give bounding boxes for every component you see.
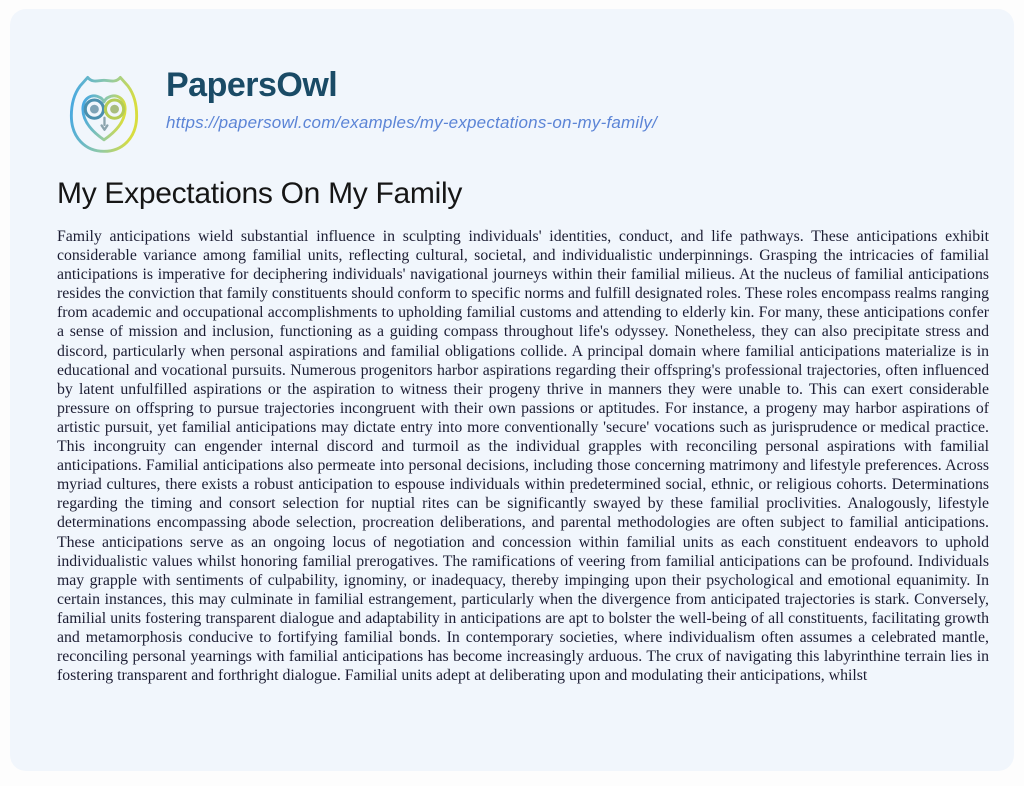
essay-body-paragraph: Family anticipations wield substantial influence in sculpting individuals' identities, conduct, and life pathways. These anticipations exhibit considerable variance among familial units, reflecting cultural, societal, and individualistic underpinnings. Grasping the intricacies of familial anticipations is imperative for deciphering individuals' navigational journeys within their familial milieus. At the nucleus of familial anticipations resides the conviction that family constituents should conform to specific norms and fulfill designated roles. These roles encompass realms ranging from academic and occupational accomplishments to upholding familial customs and attending to elderly kin. For many, these anticipations confer a sense of mission and inclusion, functioning as a guiding compass throughout life's odyssey. Nonetheless, they can also precipitate stress and discord, particularly when personal aspirations and familial obligations collide. A principal domain where familial anticipations materialize is in educational and vocational pursuits. Numerous progenitors harbor aspirations regarding their offspring's professional trajectories, often influenced by latent unfulfilled aspirations or the aspiration to witness their progeny thrive in manners they were unable to. This can exert considerable pressure on offspring to pursue trajectories incongruent with their own passions or aptitudes. For instance, a progeny may harbor aspirations of artistic pursuit, yet familial anticipations may dictate entry into more conventionally 'secure' vocations such as jurisprudence or medical practice. This incongruity can engender internal discord and turmoil as the individual grapples with reconciling personal aspirations with familial anticipations. Familial anticipations also permeate into personal decisions, including those concerning matrimony and lifestyle preferences. Across myriad cultures, there exists a robust anticipation to espouse individuals within predetermined social, ethnic, or religious cohorts. Determinations regarding the timing and consort selection for nuptial rites can be significantly swayed by these familial proclivities. Analogously, lifestyle determinations encompassing abode selection, procreation deliberations, and parental methodologies are often subject to familial anticipations. These anticipations serve as an ongoing locus of negotiation and concession within familial units as each constituent endeavors to uphold individualistic values whilst honoring familial prerogatives. The ramifications of veering from familial anticipations can be profound. Individuals may grapple with sentiments of culpability, ignominy, or inadequacy, thereby impinging upon their psychological and emotional equanimity. In certain instances, this may culminate in familial estrangement, particularly when the divergence from anticipated trajectories is stark. Conversely, familial units fostering transparent dialogue and adaptability in anticipations are apt to bolster the well-being of all constituents, facilitating growth and metamorphosis conducive to fortifying familial bonds. In contemporary societies, where individualism often assumes a celebrated mantle, reconciling personal yearnings with familial anticipations has become increasingly arduous. The crux of navigating this labyrinthine terrain lies in fostering transparent and forthright dialogue. Familial units adept at deliberating upon and modulating their anticipations, whilst	[57, 228, 989, 685]
owl-logo-icon[interactable]	[56, 63, 152, 161]
essay-title: My Expectations On My Family	[57, 177, 463, 210]
brand-text-block	[166, 63, 657, 133]
site-header	[56, 63, 657, 161]
brand-name: PapersOwl	[166, 66, 338, 104]
page-background-panel	[10, 9, 1014, 771]
page-url-link[interactable]: https://papersowl.com/examples/my-expectations-on-my-family/	[166, 113, 657, 133]
